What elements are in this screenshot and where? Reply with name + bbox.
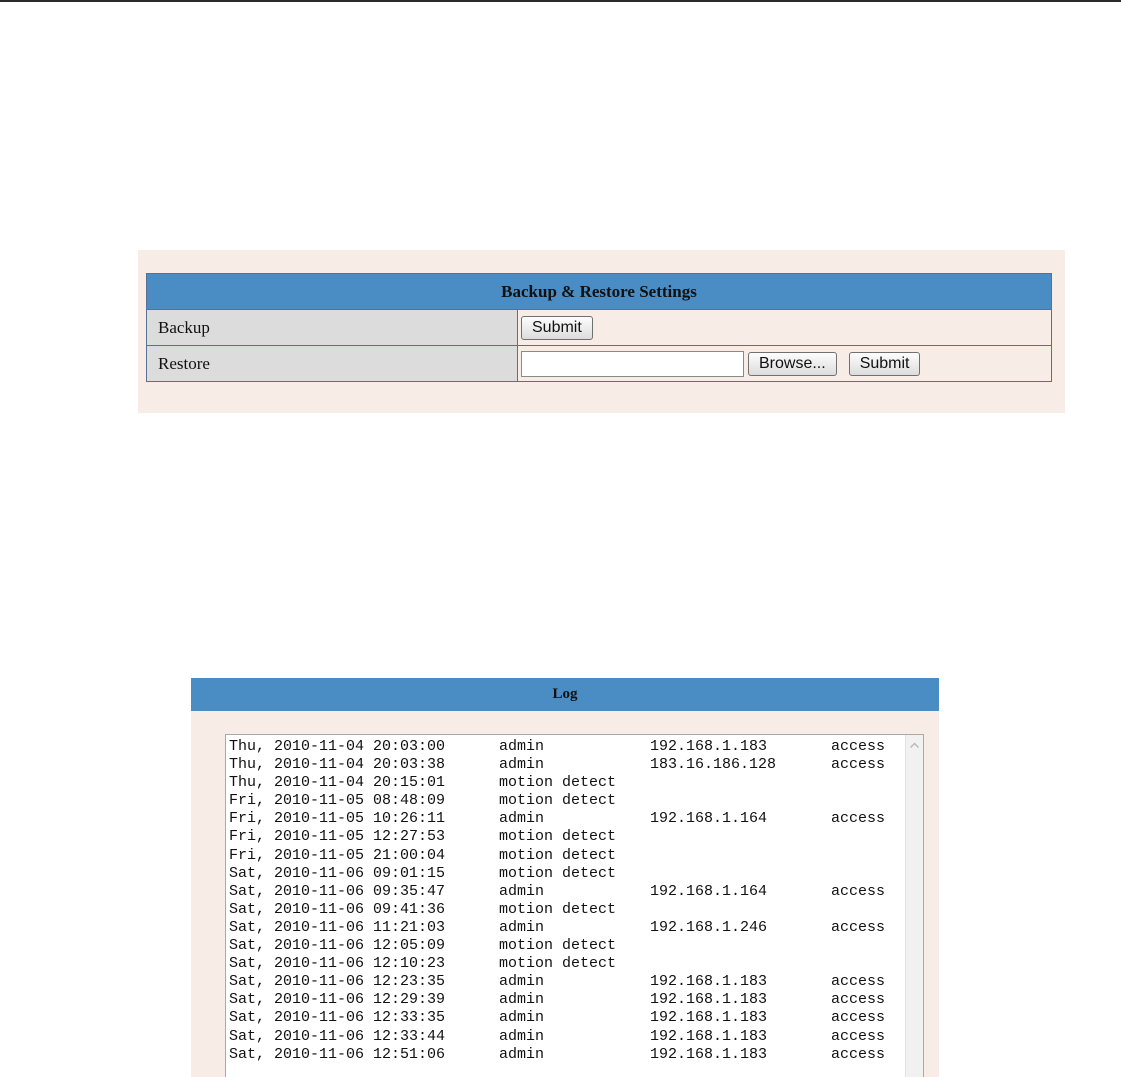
log-entry-ip: 192.168.1.183	[650, 973, 768, 991]
log-entry-date: Sat, 2010-11-06 12:33:44	[229, 1027, 446, 1045]
log-entry	[229, 991, 901, 1009]
log-entry-ip: 192.168.1.183	[650, 1009, 768, 1027]
log-entry-action: access	[831, 738, 886, 755]
log-entry-ip	[650, 901, 831, 919]
log-entry-action	[831, 937, 901, 955]
log-entry-date: Sat, 2010-11-06 09:41:36	[229, 900, 446, 918]
log-entry	[229, 883, 901, 901]
log-entry-user: motion detect	[499, 792, 617, 810]
log-entry	[229, 901, 901, 919]
log-entry-user: admin	[499, 810, 545, 828]
log-entry-action: access	[831, 991, 886, 1009]
log-entry-user: admin	[499, 1045, 545, 1063]
log-entry-action	[831, 847, 901, 865]
backup-label: Backup	[147, 310, 518, 345]
log-entry-ip	[650, 792, 831, 810]
log-entry-ip	[650, 865, 831, 883]
log-entry-action	[831, 865, 901, 883]
log-entry-date: Sat, 2010-11-06 09:01:15	[229, 864, 446, 882]
log-entry-action: access	[831, 810, 886, 828]
log-entry-date: Sat, 2010-11-06 09:35:47	[229, 882, 446, 900]
log-entry-date: Sat, 2010-11-06 12:05:09	[229, 937, 446, 955]
backup-restore-title: Backup & Restore Settings	[147, 274, 1051, 310]
log-entry	[229, 973, 901, 991]
log-entry-date: Fri, 2010-11-05 21:00:04	[229, 846, 446, 864]
log-entry-ip: 192.168.1.183	[650, 738, 768, 755]
log-entry	[229, 792, 901, 810]
log-entry-date: Fri, 2010-11-05 10:26:11	[229, 810, 446, 828]
backup-controls	[518, 310, 1051, 345]
restore-submit-button[interactable]: Submit	[849, 352, 921, 376]
log-scrollbar[interactable]	[905, 735, 923, 1077]
log-entry-date: Thu, 2010-11-04 20:15:01	[229, 774, 446, 792]
log-entry-ip: 192.168.1.183	[650, 991, 768, 1009]
log-entry-user: admin	[499, 991, 545, 1009]
log-entry-date: Sat, 2010-11-06 12:29:39	[229, 991, 446, 1009]
log-entry-ip: 183.16.186.128	[650, 756, 777, 774]
log-entry-user: admin	[499, 1027, 545, 1045]
log-entry-action: access	[831, 1027, 886, 1045]
log-entry-ip	[650, 937, 831, 955]
browse-button[interactable]: Browse...	[748, 352, 837, 376]
log-entry-action: access	[831, 1045, 886, 1063]
log-entry-ip	[650, 774, 831, 792]
log-entry	[229, 1009, 901, 1027]
log-entry-ip	[650, 847, 831, 865]
log-entry-date: Sat, 2010-11-06 12:33:35	[229, 1009, 446, 1027]
log-entry-ip: 192.168.1.246	[650, 918, 768, 936]
top-divider	[0, 0, 1121, 2]
log-entry-user: motion detect	[499, 937, 617, 955]
log-entry	[229, 828, 901, 846]
log-entry-date: Sat, 2010-11-06 12:23:35	[229, 973, 446, 991]
log-entry-action: access	[831, 918, 886, 936]
log-entry-action	[831, 828, 901, 846]
log-entry-date: Sat, 2010-11-06 12:51:06	[229, 1045, 446, 1063]
log-entry	[229, 955, 901, 973]
log-entry	[229, 810, 901, 828]
backup-row	[147, 310, 1051, 345]
log-entry	[229, 738, 901, 756]
log-lines	[229, 738, 901, 1064]
log-entry-ip: 192.168.1.164	[650, 810, 768, 828]
log-entry-user: admin	[499, 973, 545, 991]
restore-controls	[518, 346, 1051, 381]
log-panel	[191, 678, 939, 1077]
log-entry	[229, 937, 901, 955]
log-entry-user: admin	[499, 756, 545, 774]
log-entry-user: admin	[499, 882, 545, 900]
log-entry-user: admin	[499, 738, 545, 755]
log-entry-date: Fri, 2010-11-05 08:48:09	[229, 792, 446, 810]
log-entry-action	[831, 955, 901, 973]
log-entry-ip: 192.168.1.183	[650, 1045, 768, 1063]
restore-row	[147, 345, 1051, 381]
log-entry-date: Fri, 2010-11-05 12:27:53	[229, 828, 446, 846]
log-entry-action	[831, 792, 901, 810]
log-entry-action: access	[831, 973, 886, 991]
log-title: Log	[191, 678, 939, 711]
backup-restore-panel	[138, 250, 1065, 413]
log-entry-action	[831, 774, 901, 792]
log-entry-action: access	[831, 1009, 886, 1027]
log-entry	[229, 847, 901, 865]
log-entry	[229, 774, 901, 792]
log-entry-user: motion detect	[499, 900, 617, 918]
log-entry-action: access	[831, 882, 886, 900]
log-entry-user: motion detect	[499, 774, 617, 792]
log-entry-date: Thu, 2010-11-04 20:03:00	[229, 738, 446, 755]
restore-file-path-input[interactable]	[521, 351, 744, 377]
log-entry-user: admin	[499, 1009, 545, 1027]
log-entry	[229, 865, 901, 883]
log-entry	[229, 1046, 901, 1064]
log-entry-action: access	[831, 756, 886, 774]
log-entry-action	[831, 901, 901, 919]
log-entry-ip	[650, 955, 831, 973]
log-entry-ip	[650, 828, 831, 846]
restore-label: Restore	[147, 346, 518, 381]
log-entry-user: admin	[499, 918, 545, 936]
log-textarea[interactable]	[225, 734, 924, 1077]
log-entry-date: Sat, 2010-11-06 11:21:03	[229, 918, 446, 936]
log-entry	[229, 1028, 901, 1046]
log-entry-date: Thu, 2010-11-04 20:03:38	[229, 756, 446, 774]
backup-submit-button[interactable]: Submit	[521, 316, 593, 340]
log-entry	[229, 919, 901, 937]
log-entry-ip: 192.168.1.183	[650, 1027, 768, 1045]
log-entry-date: Sat, 2010-11-06 12:10:23	[229, 955, 446, 973]
chevron-up-icon[interactable]	[908, 738, 921, 751]
log-entry	[229, 756, 901, 774]
log-entry-user: motion detect	[499, 828, 617, 846]
log-entry-user: motion detect	[499, 955, 617, 973]
log-entry-user: motion detect	[499, 864, 617, 882]
log-entry-user: motion detect	[499, 846, 617, 864]
log-entry-ip: 192.168.1.164	[650, 882, 768, 900]
backup-restore-table	[146, 273, 1052, 382]
